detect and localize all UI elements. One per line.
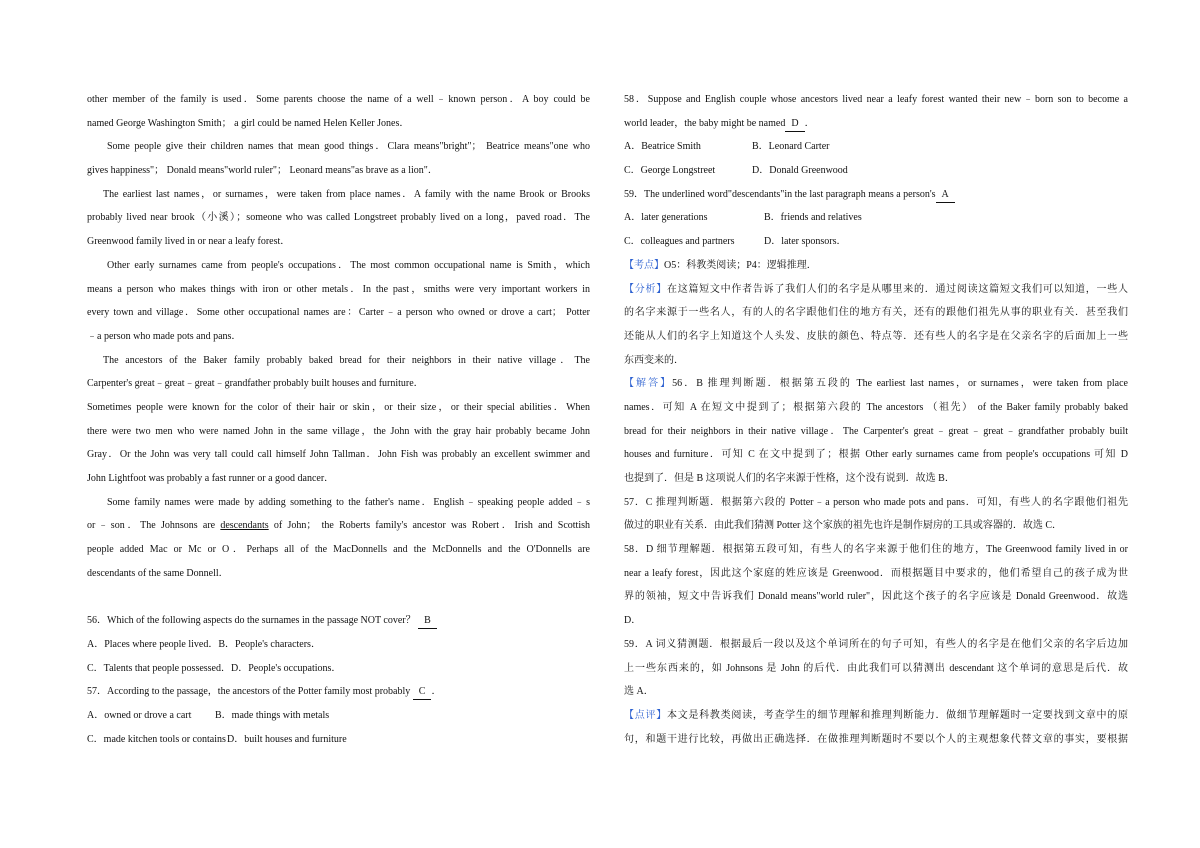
paragraph-6 (87, 396, 590, 491)
text-line: 选 A． (624, 686, 654, 698)
question-58 (624, 88, 1128, 183)
text-line: 的名字来源于一些名人，有的人的名字跟他们住的地方有关，还有的跟他们祖先从事的职业有关．甚至我们 (624, 307, 1128, 319)
options-row: A．Places where people lived．B．People's characters． (87, 638, 321, 650)
option-c: C．colleagues and partners (624, 236, 735, 248)
jieda-section (624, 372, 1128, 704)
text-line (624, 372, 1128, 396)
text-line: 上一些东西来的，如 Johnsons 是 John 的后代．由此我们可以猜测出 descendant 这个单词的意思是后代．故 (624, 662, 1128, 674)
paragraph-1 (87, 88, 590, 135)
text-line: ﹣a person who made pots and pans． (87, 330, 242, 342)
text-line: 59．A 词义猜测题．根据最后一段以及这个单词所在的句子可知，有些人的名字是在他们父亲的名字后边加 (624, 638, 1128, 650)
paragraph-4 (87, 254, 590, 349)
question-57 (87, 680, 590, 751)
paragraph-2 (87, 135, 590, 182)
question-stem (87, 680, 590, 704)
text-line: named George Washington Smith； a girl could be named Helen Keller Jones． (87, 117, 410, 129)
text-line: people added Mac or Mc or O．Perhaps all of the MacDonnells and the McDonnells and the O'Donnells are (87, 544, 590, 556)
text-line: The ancestors of the Baker family probably baked bread for their neighbors in their native village．The (103, 354, 590, 366)
text-line: 58．D 细节理解题．根据第五段可知，有些人的名字来源于他们住的地方，The Greenwood family lived in or (624, 544, 1128, 556)
text-line: there were two men who were named John in the same village，the John with the gray hair probably became John (87, 425, 590, 437)
stem-text: 57．According to the passage，the ancestors of the Potter family most probably (87, 686, 411, 698)
question-stem (624, 183, 1128, 207)
paragraph-3 (87, 183, 590, 254)
text-line: 句，和题干进行比较，再做出正确选择．在做推理判断题时不要以个人的主观想象代替文章的事实，要根据 (624, 733, 1128, 745)
question-stem (624, 112, 1128, 136)
options-row (624, 135, 1128, 159)
option-a: A．later generations (624, 212, 708, 224)
text-line: near a leafy forest，因此这个家庭的姓应该是 Greenwood．而根据题目中要求的，他们希望自己的孩子成为世 (624, 567, 1128, 579)
text-line: 界的领袖，短文中告诉我们 Donald means"world ruler"，因此这个孩子的名字应该是 Donald Greenwood．故选 (624, 591, 1128, 603)
text-line: every town and village．Some other occupational names are：Carter﹣a person who owned or drove a cart； Potter (87, 307, 590, 319)
answer-blank: C (413, 685, 432, 700)
right-column (624, 88, 1128, 751)
paragraph-7 (87, 491, 590, 586)
answer-blank: A (936, 188, 955, 203)
text-span: or﹣son．The Johnsons are (87, 520, 221, 532)
option-a: A．owned or drove a cart (87, 709, 192, 721)
options-row (624, 230, 1128, 254)
underlined-word: descendants (220, 520, 269, 532)
text-line: Some family names were made by adding something to the father's name．English﹣speaking people added﹣s (107, 496, 590, 508)
stem-text: 59．The underlined word"descendants"in the last paragraph means a person's (624, 188, 936, 200)
question-stem: 58．Suppose and English couple whose ancestors lived near a leafy forest wanted their new﹣born son to become a (624, 94, 1128, 105)
option-b: B．made things with metals (215, 709, 330, 721)
stem-text: world leader，the baby might be named (624, 117, 786, 129)
text-line: means a person who makes things with iron or other metals．In the past，smiths were very important workers in (87, 283, 590, 295)
text-line: John Lightfoot was probably a fast runner or a good dancer． (87, 473, 335, 484)
dianping-section (624, 704, 1128, 751)
text-line (624, 278, 1128, 302)
option-d: D．built houses and furniture (227, 733, 347, 745)
text-line: bread for their neighbors in their native village．The Carpenter's great﹣great﹣great﹣grandfather probably built (624, 425, 1128, 437)
options-row (624, 206, 1128, 230)
text-line: 做过的职业有关系．由此我们猜测 Potter 这个家族的祖先也许是制作厨房的工具或容器的．故选 C． (624, 520, 1063, 532)
text-line: 也提到了．但是 B 这项说人们的名字来源于性格，这个没有说到．故选 B． (624, 473, 955, 484)
option-b: B．Leonard Carter (752, 141, 830, 153)
text-line (624, 704, 1128, 728)
text-line: other member of the family is used．Some parents choose the name of a well﹣known person．A boy could be (87, 94, 590, 105)
fenxi-section (624, 278, 1128, 373)
text-line: 57．C 推理判断题．根据第六段的 Potter﹣a person who made pots and pans．可知，有些人的名字跟他们祖先 (624, 496, 1128, 508)
text-line: Sometimes people were known for the color of their hair or skin，or their size，or their special abilities．When (87, 401, 590, 413)
text-line: Carpenter's great﹣great﹣great﹣grandfather probably built houses and furniture． (87, 378, 424, 390)
text-line: Gray．Or the John was very tall could call himself John Tallman．John Fish was probably an excellent swimmer and (87, 449, 590, 461)
text-line: 还能从人们的名字上知道这个人头发、皮肤的颜色、特点等．还有些人的名字是在父亲名字的后面加上一些 (624, 330, 1128, 342)
text-line: D． (624, 615, 642, 627)
text-line: gives happiness"； Donald means"world ruler"； Leonard means"as brave as a lion"． (87, 165, 438, 177)
text-line: houses and furniture．可知 C 在文中提到了；根据 Other early surnames came from people's occupations 可知 D (624, 449, 1128, 461)
answer-blank: B (418, 614, 437, 629)
stem-end: ． (431, 686, 442, 698)
text-line (87, 514, 590, 538)
dianping-tag: 【点评】 (624, 709, 667, 721)
fenxi-tag: 【分析】 (624, 283, 667, 295)
kaodian-section (624, 254, 1128, 278)
stem-end: ． (804, 117, 815, 129)
text-line: The earliest last names，or surnames，were taken from place names．A family with the name Brook or Brooks (103, 188, 590, 200)
paragraph-5 (87, 349, 590, 396)
option-a: A．Beatrice Smith (624, 141, 701, 153)
spacer (87, 585, 590, 609)
option-b: B．friends and relatives (764, 212, 862, 224)
question-56 (87, 609, 590, 680)
option-c: C．made kitchen tools or contains (87, 733, 226, 745)
option-d: D．later sponsors． (764, 236, 847, 248)
jieda-tag: 【解答】 (624, 378, 673, 390)
answer-blank: D (785, 117, 804, 132)
options-row (624, 159, 1128, 183)
text-line: descendants of the same Donnell． (87, 567, 229, 579)
left-column (87, 88, 590, 751)
text-line: probably lived near brook（小溪）；someone who was called Longstreet probably lived on a long，paved road．The (87, 212, 590, 224)
question-stem (87, 609, 590, 633)
text-line: Some people give their children names that mean good things．Clara means"bright"； Beatrice means"one who (107, 141, 590, 153)
text-line: names．可知 A 在短文中提到了；根据第六段的 The ancestors （祖先） of the Baker family probably baked (624, 401, 1128, 413)
text-line: Greenwood family lived in or near a leafy forest． (87, 236, 291, 248)
options-row: C．Talents that people possessed．D．People's occupations． (87, 662, 342, 674)
kaodian-text: O5：科教类阅读；P4：逻辑推理． (664, 259, 817, 271)
option-d: D．Donald Greenwood (752, 165, 848, 177)
option-c: C．George Longstreet (624, 165, 716, 177)
options-row (87, 728, 590, 752)
stem-text: 56．Which of the following aspects do the surnames in the passage NOT cover？ (87, 615, 416, 627)
text-line: Other early surnames came from people's occupations．The most common occupational name is Smith，which (107, 259, 590, 271)
jieda-text: 56．B 推理判断题．根据第五段的 The earliest last names，or surnames，were taken from place (672, 378, 1128, 390)
text-line: 东西变来的． (624, 354, 684, 366)
question-59 (624, 183, 1128, 254)
fenxi-text: 在这篇短文中作者告诉了我们人们的名字是从哪里来的．通过阅读这篇短文我们可以知道，一些人 (666, 283, 1128, 295)
text-span: of John； the Roberts family's ancestor was Robert．Irish and Scottish (268, 520, 590, 532)
dianping-text: 本文是科教类阅读，考查学生的细节理解和推理判断能力．做细节理解题时一定要找到文章中的原 (666, 709, 1128, 721)
options-row (87, 704, 590, 728)
kaodian-tag: 【考点】 (624, 259, 664, 271)
